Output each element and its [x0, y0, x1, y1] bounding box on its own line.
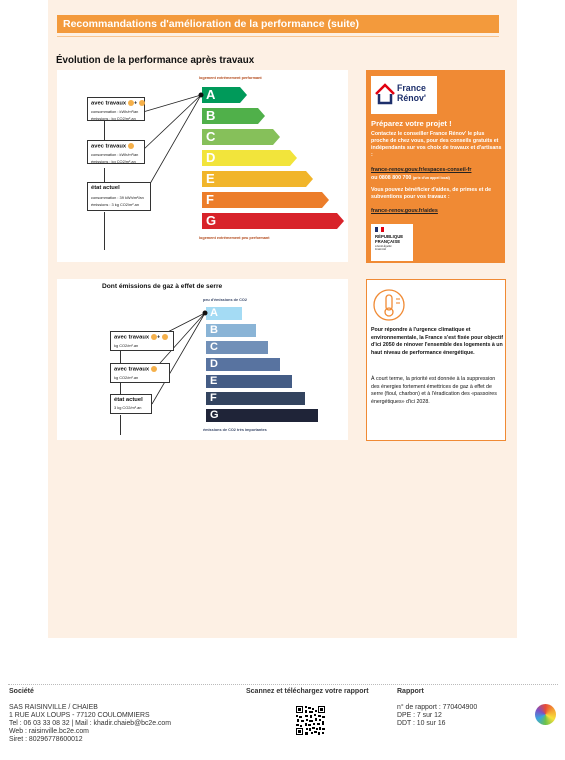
- footer-divider: [8, 684, 558, 685]
- climate-paragraph-1: Pour répondre à l'urgence climatique et environnementale, la France s'est fixée pour objectif d'ici 2050 de rénover l'ensemble des logements à un haut niveau de performance énergétique.: [371, 327, 503, 357]
- climate-info-card: [366, 279, 506, 441]
- ges-bar-a: A: [206, 307, 242, 320]
- step-badge-icon: [139, 100, 145, 106]
- flag-icon: [375, 227, 384, 232]
- ges-bottom-caption: émissions de CO2 très importantes: [203, 428, 267, 432]
- ges-connector-1: [120, 350, 121, 363]
- step-badge-icon: [128, 143, 134, 149]
- dpe-bottom-caption: logement extrêmement peu performant: [199, 236, 270, 240]
- info-paragraph-2: Vous pouvez bénéficier d'aides, de primes et de subventions pour vos travaux :: [371, 187, 492, 201]
- ges-connector-3: [120, 415, 121, 435]
- dpe-bar-d: D: [202, 150, 290, 166]
- brand-logo-icon: [535, 704, 556, 725]
- footer-company-line: 1 RUE AUX LOUPS - 77120 COULOMMIERS: [9, 712, 150, 719]
- thermometer-sun-icon: [372, 288, 410, 324]
- dpe-bar-f: F: [202, 192, 322, 208]
- dpe-top-caption: logement extrêmement performant: [199, 76, 262, 80]
- dpe-bar-g: G: [202, 213, 337, 229]
- ges-box-current-state: état actuel 3 kg CO2/m².an: [110, 394, 152, 414]
- footer-company-line: Web : raisinville.bc2e.com: [9, 728, 89, 735]
- dpe-bar-a: A: [202, 87, 240, 103]
- footer-company-line: Siret : 80296778600012: [9, 736, 83, 743]
- dpe-section-title: Évolution de la performance après travaux: [56, 55, 255, 66]
- ges-box-after-works-1: avec travaux + kg CO2/m².an: [110, 331, 174, 351]
- climate-paragraph-2: À court terme, la priorité est donnée à la suppression des énergies fortement émettrices de gaz à effet de serre (fioul, charbon) et à l'éradication des «passoires énergétiques» d'ici 2028.: [371, 376, 497, 406]
- dpe-box-after-works-1: avec travaux + consommation : kWh/m²/an émissions : kg CO2/m².an: [87, 97, 145, 121]
- ges-bar-d: D: [206, 358, 280, 371]
- ges-bar-e: E: [206, 375, 292, 388]
- step-badge-icon: [151, 366, 157, 372]
- dpe-connector-3: [104, 212, 105, 250]
- dpe-bar-e: E: [202, 171, 306, 187]
- ges-top-caption: peu d'émissions de CO2: [203, 298, 247, 302]
- republique-francaise-logo: RÉPUBLIQUE FRANÇAISE Liberté Égalité Fraternité: [371, 224, 413, 261]
- footer-report-line: DPE : 7 sur 12: [397, 712, 442, 719]
- ges-box-after-works-2: avec travaux kg CO2/m².an: [110, 363, 170, 383]
- info-paragraph-1: Contactez le conseiller France Rénov' le plus proche de chez vous, pour des conseils gratuits et indépendants sur vos choix de travaux et d'artisans :: [371, 131, 502, 159]
- footer-scan-heading: Scannez et téléchargez votre rapport: [246, 688, 369, 695]
- info-heading: Préparez votre projet !: [371, 119, 452, 128]
- ges-bar-c: C: [206, 341, 268, 354]
- footer-company-line: SAS RAISINVILLE / CHAIEB: [9, 704, 98, 711]
- ges-title: Dont émissions de gaz à effet de serre: [102, 283, 223, 290]
- dpe-box-after-works-2: avec travaux consommation : kWh/m²/an émissions : kg CO2/m².an: [87, 140, 145, 164]
- dpe-box-current-state: état actuel consommation : 39 kWh/m²/an émissions : 3 kg CO2/m².an: [87, 182, 151, 211]
- dpe-bar-c: C: [202, 129, 273, 145]
- footer-company-line: Tel : 06 03 33 08 32 | Mail : khadir.chaieb@bc2e.com: [9, 720, 172, 727]
- ges-bar-b: B: [206, 324, 256, 337]
- section-header: Recommandations d'amélioration de la performance (suite): [57, 15, 499, 33]
- ges-bar-f: F: [206, 392, 305, 405]
- france-renov-info-card: [366, 70, 505, 263]
- ges-bar-g: G: [206, 409, 318, 422]
- step-badge-icon: [162, 334, 168, 340]
- france-renov-logo: France Rénov': [371, 76, 437, 114]
- ges-label-card: [57, 279, 348, 440]
- dpe-connector-2: [104, 168, 105, 182]
- house-logo-icon: [375, 83, 395, 105]
- info-phone: ou 0808 800 700 (prix d'un appel local): [371, 175, 450, 181]
- ges-connector-2: [120, 383, 121, 394]
- aides-link[interactable]: france-renov.gouv.fr/aides: [371, 208, 438, 214]
- report-qr-code[interactable]: [296, 706, 325, 735]
- footer-report-heading: Rapport: [397, 688, 424, 695]
- footer-report-line: n° de rapport : 770404900: [397, 704, 478, 711]
- ges-pointer-lines: [57, 279, 348, 440]
- footer-company-heading: Société: [9, 688, 34, 695]
- dpe-label-card: [57, 70, 348, 262]
- espaces-conseil-link[interactable]: france-renov.gouv.fr/espaces-conseil-fr: [371, 167, 472, 173]
- dpe-bar-b: B: [202, 108, 258, 124]
- footer-report-line: DDT : 10 sur 16: [397, 720, 446, 727]
